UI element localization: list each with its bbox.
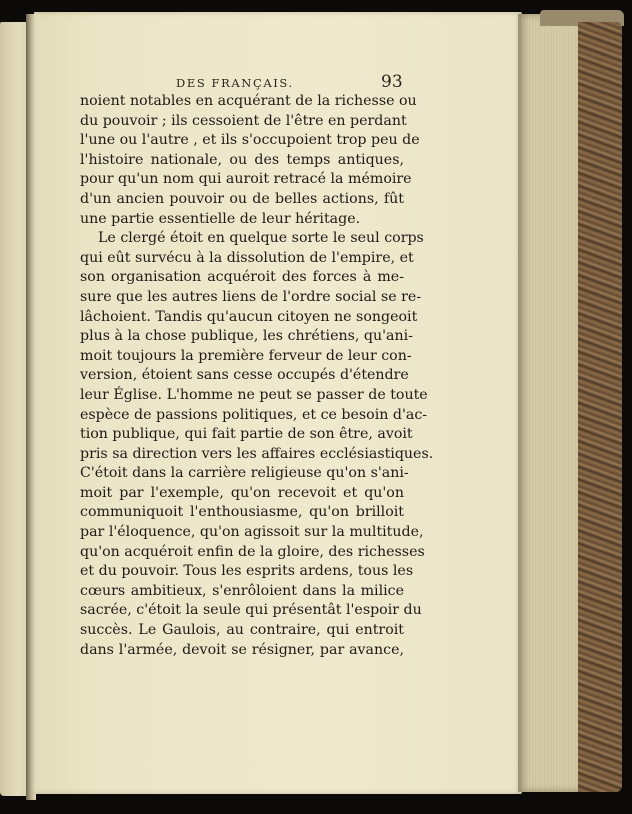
text-line: moit toujours la première ferveur de leur con- (80, 347, 412, 364)
marbled-cover (578, 22, 622, 792)
text-line: lâchoient. Tandis qu'aucun citoyen ne songeoit (80, 308, 418, 325)
text-line: son organisation acquéroit des forces à me- (80, 269, 404, 286)
text-line: sacrée, c'étoit la seule qui présentât l'espoir du (80, 602, 422, 619)
text-line: espèce de passions politiques, et ce besoin d'ac- (80, 406, 428, 423)
text-line: C'étoit dans la carrière religieuse qu'on s'ani- (80, 465, 409, 482)
text-line: une partie essentielle de leur héritage. (80, 210, 361, 227)
text-line: plus à la chose publique, les chrétiens, qu'ani- (80, 328, 413, 345)
text-line: l'une ou l'autre , et ils s'occupoient trop peu de (80, 132, 420, 149)
running-head: DES FRANÇAIS. (176, 76, 294, 90)
text-line: dans l'armée, devoit se résigner, par avance, (80, 641, 404, 658)
text-line: leur Église. L'homme ne peut se passer de toute (80, 386, 428, 403)
text-line: communiquoit l'enthousiasme, qu'on brilloit (80, 504, 404, 521)
text-line: moit par l'exemple, qu'on recevoit et qu'on (80, 484, 404, 501)
text-line: cœurs ambitieux, s'enrôloient dans la milice (80, 582, 404, 599)
text-line: noient notables en acquérant de la richesse ou (80, 93, 417, 109)
text-line: pris sa direction vers les affaires ecclésiastiques. (80, 445, 434, 462)
text-line: sure que les autres liens de l'ordre social se re- (80, 288, 422, 305)
text-line: pour qu'un nom qui auroit retracé la mémoire (80, 171, 412, 188)
text-line: version, étoient sans cesse occupés d'étendre (80, 367, 409, 384)
text-line: d'un ancien pouvoir ou de belles actions, fût (80, 190, 404, 207)
page-edges (518, 14, 580, 792)
text-line: qu'on acquéroit enfin de la gloire, des richesses (80, 543, 425, 560)
text-line: l'histoire nationale, ou des temps antiques, (80, 151, 404, 168)
body-text (80, 92, 434, 660)
text-line: Le clergé étoit en quelque sorte le seul corps (98, 230, 424, 247)
text-line: et du pouvoir. Tous les esprits ardens, tous les (80, 563, 414, 580)
text-line: succès. Le Gaulois, au contraire, qui entroit (80, 622, 404, 639)
text-line: tion publique, qui fait partie de son être, avoit (80, 426, 413, 443)
page-number: 93 (381, 72, 403, 92)
text-line: par l'éloquence, qu'on agissoit sur la multitude, (80, 524, 424, 541)
text-line: du pouvoir ; ils cessoient de l'être en perdant (80, 112, 407, 129)
text-line: qui eût survécu à la dissolution de l'empire, et (80, 249, 414, 266)
